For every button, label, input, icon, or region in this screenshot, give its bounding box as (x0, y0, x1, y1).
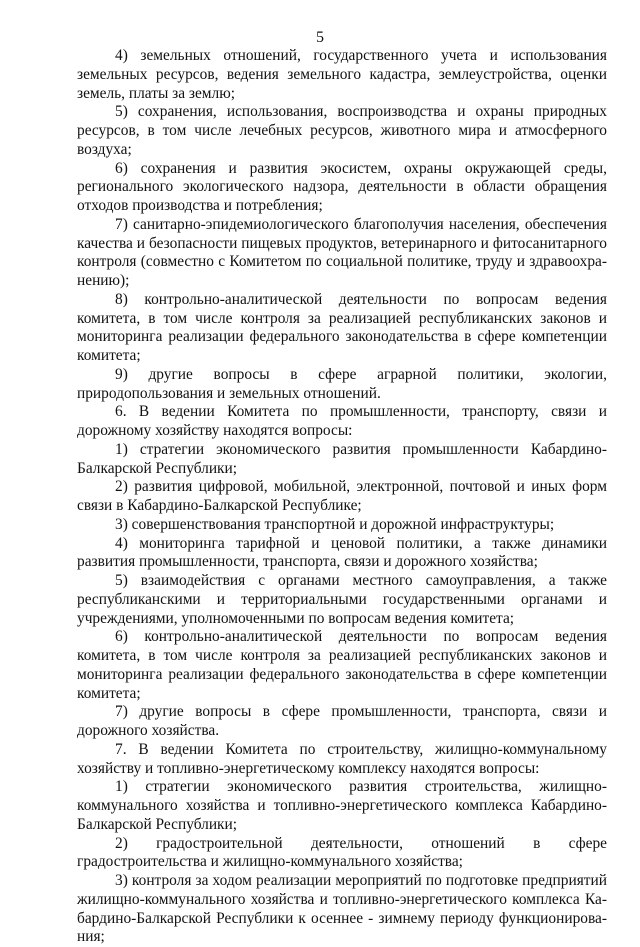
section-heading-paragraph: 6. В ведении Комитета по промышленности, транспорту, связи и дорожному хозяйству находятся вопросы: (77, 403, 607, 439)
paragraph: 7) санитарно-эпидемиологического благополучия населения, обеспечения качества и безопасности пищевых продуктов, ветеринарного и фитосанитарного контроля (совместно с Комитетом по социальной политике, труду и здравоохранению); (77, 215, 607, 289)
paragraph: 5) взаимодействия с органами местного самоуправления, а также республиканскими и территориальными государственными органами и учреждениями, уполномоченными по вопросам ведения комитета; (77, 572, 607, 627)
paragraph: 2) развития цифровой, мобильной, электронной, почтовой и иных форм связи в Кабардино-Балкарской Республике; (77, 478, 607, 514)
paragraph: 3) совершенствования транспортной и дорожной инфраструктуры; (115, 515, 555, 533)
paragraph: 3) контроля за ходом реализации мероприятий по подготовке предприятий жилищно-коммунального хозяйства и топливно-энергетического комплекса Кабардино-Балкарской Республики к осеннее - зимнему периоду функционирования; (77, 872, 607, 946)
paragraph: 6) сохранения и развития экосистем, охраны окружающей среды, регионального экологического надзора, деятельности в области обращения отходов производства и потребления; (77, 159, 607, 214)
paragraph: 4) мониторинга тарифной и ценовой политики, а также динамики развития промышленности, транспорта, связи и дорожного хозяйства; (77, 534, 607, 571)
paragraph: 4) земельных отношений, государственного учета и использования земельных ресурсов, ведения земельного кадастра, землеустройства, оценки земель, платы за землю; (77, 47, 607, 102)
page-number: 5 (316, 29, 324, 46)
paragraph: 9) другие вопросы в сфере аграрной политики, экологии, природопользования и земельных отношений. (77, 365, 607, 402)
paragraph: 1) стратегии экономического развития промышленности Кабардино-Балкарской Республики; (77, 440, 607, 477)
paragraph: 8) контрольно-аналитической деятельности по вопросам ведения комитета, в том числе контроля за реализацией республиканских законов и мониторинга реализации федерального законодательства в сфере компетенции комитета; (77, 290, 607, 364)
paragraph: 6) контрольно-аналитической деятельности по вопросам ведения комитета, в том числе контроля за реализацией республиканских законов и мониторинга реализации федерального законодательства в сфере компетенции комитета; (77, 628, 607, 702)
document-body (77, 47, 607, 947)
section-heading-paragraph: 7. В ведении Комитета по строительству, жилищно-коммунальному хозяйству и топливно-энергетическому комплексу находятся вопросы: (77, 740, 607, 777)
paragraph: 7) другие вопросы в сфере промышленности, транспорта, связи и дорожного хозяйства. (77, 703, 607, 739)
paragraph: 2) градостроительной деятельности, отношений в сфере градостроительства и жилищно-коммунального хозяйства; (77, 834, 607, 871)
paragraph: 1) стратегии экономического развития строительства, жилищно-коммунального хозяйства и топливно-энергетического комплекса Кабардино-Балкарской Республики; (77, 778, 607, 833)
paragraph: 5) сохранения, использования, воспроизводства и охраны природных ресурсов, в том числе лечебных ресурсов, животного мира и атмосферного воздуха; (77, 103, 607, 158)
